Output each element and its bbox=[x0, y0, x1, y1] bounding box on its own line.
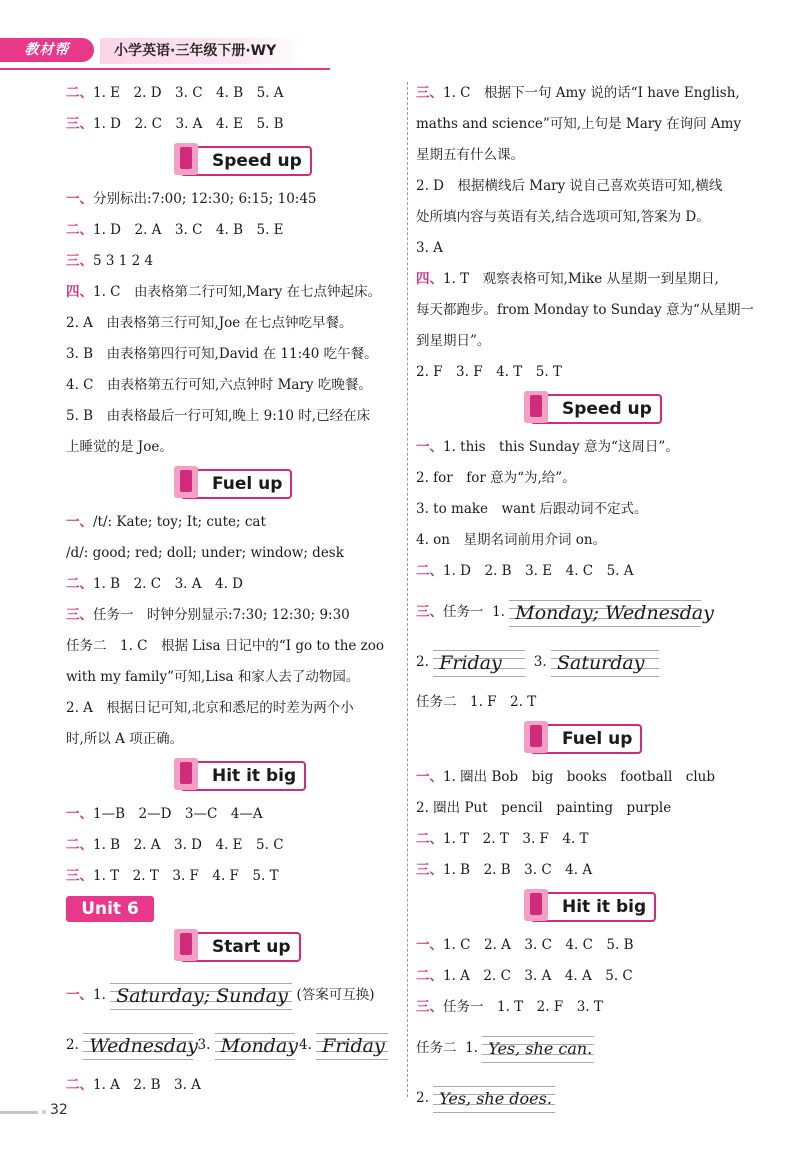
answer-line: 三、1. D 2. C 3. A 4. E 5. B bbox=[66, 116, 284, 132]
handwritten-answer: Yes, she can. bbox=[482, 1034, 594, 1064]
answer-line: 二、1. B 2. A 3. D 4. E 5. C bbox=[66, 837, 284, 853]
answer-line: 2. F 3. F 4. T 5. T bbox=[416, 364, 562, 380]
section-label: Hit it big bbox=[180, 761, 306, 791]
section-label: Fuel up bbox=[180, 469, 292, 499]
answer-line: 2. for for 意为“为,给”。 bbox=[416, 470, 576, 486]
answer-line: 四、1. C 由表格第二行可知,Mary 在七点钟起床。 bbox=[66, 284, 382, 300]
answer-line: 3. A bbox=[416, 240, 443, 256]
handwriting-line: 任务二 1. Yes, she can. bbox=[416, 1023, 752, 1073]
section-label: Hit it big bbox=[530, 892, 656, 922]
answer-line: 三、1. T 2. T 3. F 4. F 5. T bbox=[66, 868, 279, 884]
section-start-up bbox=[66, 926, 402, 970]
section-speed-up bbox=[416, 388, 752, 432]
section-fuel-up bbox=[66, 463, 402, 507]
unit-badge: Unit 6 bbox=[66, 896, 154, 922]
answer-line: 四、1. T 观察表格可知,Mike 从星期一到星期日, bbox=[416, 271, 719, 287]
book-icon bbox=[174, 758, 198, 790]
answer-line: 二、1. E 2. D 3. C 4. B 5. A bbox=[66, 85, 284, 101]
answer-line: 3. B 由表格第四行可知,David 在 11:40 吃午餐。 bbox=[66, 346, 378, 362]
answer-line: maths and science”可知,上句是 Mary 在询问 Amy bbox=[416, 116, 742, 132]
answer-line: 一、1. 圈出 Bob big books football club bbox=[416, 769, 715, 785]
handwriting-line: 2. Friday 3. Saturday bbox=[416, 637, 752, 687]
answer-line: 一、1—B 2—D 3—C 4—A bbox=[66, 806, 263, 822]
book-title: 小学英语·三年级下册·WY bbox=[100, 38, 302, 64]
column-divider bbox=[407, 82, 408, 1097]
handwritten-answer: Saturday bbox=[551, 648, 659, 678]
answer-line: /d/: good; red; doll; under; window; desk bbox=[66, 545, 344, 561]
book-icon bbox=[174, 466, 198, 498]
answer-line: 二、1. A 2. B 3. A bbox=[66, 1077, 201, 1093]
answer-line: 上睡觉的是 Joe。 bbox=[66, 439, 173, 455]
answer-line: 二、1. D 2. A 3. C 4. B 5. E bbox=[66, 222, 284, 238]
answer-line: 二、1. B 2. C 3. A 4. D bbox=[66, 576, 244, 592]
answer-line: 一、1. C 2. A 3. C 4. C 5. B bbox=[416, 937, 634, 953]
answer-line: 每天都跑步。from Monday to Sunday 意为“从星期一 bbox=[416, 302, 754, 318]
answer-line: 三、任务一 时钟分别显示:7:30; 12:30; 9:30 bbox=[66, 607, 350, 623]
answer-line: 任务二 1. F 2. T bbox=[416, 694, 537, 710]
book-icon bbox=[174, 143, 198, 175]
answer-line: 处所填内容与英语有关,结合选项可知,答案为 D。 bbox=[416, 209, 710, 225]
section-hit-it-big bbox=[66, 755, 402, 799]
brand-badge: 教材帮 bbox=[0, 38, 94, 62]
handwriting-line: 2. Wednesday 3. Monday 4. Friday bbox=[66, 1020, 402, 1070]
answer-line: 三、1. C 根据下一句 Amy 说的话“I have English, bbox=[416, 85, 740, 101]
answer-line: 任务二 1. C 根据 Lisa 日记中的“I go to the zoo bbox=[66, 638, 385, 654]
answer-line: 三、任务一 1. T 2. F 3. T bbox=[416, 999, 603, 1015]
answer-line: 4. C 由表格第五行可知,六点钟时 Mary 吃晚餐。 bbox=[66, 377, 372, 393]
answer-line: 3. to make want 后跟动词不定式。 bbox=[416, 501, 648, 517]
book-icon bbox=[524, 721, 548, 753]
section-speed-up bbox=[66, 140, 402, 184]
answer-line: 2. D 根据横线后 Mary 说自己喜欢英语可知,横线 bbox=[416, 178, 723, 194]
handwriting-line: 一、1. Saturday; Sunday (答案可互换) bbox=[66, 970, 402, 1020]
answer-line: 时,所以 A 项正确。 bbox=[66, 731, 184, 747]
answer-line: 二、1. T 2. T 3. F 4. T bbox=[416, 831, 589, 847]
right-column bbox=[416, 78, 752, 1123]
left-column bbox=[66, 78, 402, 1101]
handwritten-answer: Yes, she does. bbox=[433, 1084, 555, 1114]
answer-line: 三、5 3 1 2 4 bbox=[66, 253, 154, 269]
answer-line: 到星期日”。 bbox=[416, 333, 491, 349]
answer-line: 一、/t/: Kate; toy; It; cute; cat bbox=[66, 514, 266, 530]
answer-line: 星期五有什么课。 bbox=[416, 147, 524, 163]
section-label: Fuel up bbox=[530, 724, 642, 754]
answer-line: 2. 圈出 Put pencil painting purple bbox=[416, 800, 672, 816]
header-rule bbox=[0, 68, 330, 70]
page-header bbox=[0, 38, 800, 78]
section-label: Start up bbox=[180, 932, 301, 962]
answer-line: 二、1. D 2. B 3. E 4. C 5. A bbox=[416, 563, 634, 579]
page-number: 32 bbox=[50, 1102, 68, 1118]
answer-line: 2. A 由表格第三行可知,Joe 在七点钟吃早餐。 bbox=[66, 315, 353, 331]
unit-heading bbox=[66, 892, 402, 926]
book-icon bbox=[524, 391, 548, 423]
section-label: Speed up bbox=[180, 146, 312, 176]
section-label: Speed up bbox=[530, 394, 662, 424]
answer-line: 三、1. B 2. B 3. C 4. A bbox=[416, 862, 593, 878]
page-footer bbox=[0, 1100, 70, 1124]
section-hit-it-big bbox=[416, 886, 752, 930]
handwritten-answer: Monday; Wednesday bbox=[509, 598, 701, 628]
book-icon bbox=[524, 889, 548, 921]
handwritten-answer: Saturday; Sunday bbox=[110, 981, 292, 1011]
handwritten-answer: Friday bbox=[433, 648, 525, 678]
answer-line: 二、1. A 2. C 3. A 4. A 5. C bbox=[416, 968, 633, 984]
handwritten-answer: Monday bbox=[215, 1031, 295, 1061]
answer-line: 一、1. this this Sunday 意为“这周日”。 bbox=[416, 439, 679, 455]
answer-line: with my family”可知,Lisa 和家人去了动物园。 bbox=[66, 669, 360, 685]
answer-line: 一、分别标出:7:00; 12:30; 6:15; 10:45 bbox=[66, 191, 317, 207]
book-icon bbox=[174, 929, 198, 961]
footer-dot bbox=[42, 1110, 46, 1114]
handwritten-answer: Friday bbox=[316, 1031, 388, 1061]
handwritten-answer: Wednesday bbox=[83, 1031, 193, 1061]
handwriting-line: 三、任务一 1. Monday; Wednesday bbox=[416, 587, 752, 637]
answer-line: 5. B 由表格最后一行可知,晚上 9:10 时,已经在床 bbox=[66, 408, 371, 424]
handwriting-line: 2. Yes, she does. bbox=[416, 1073, 752, 1123]
answer-line: 2. A 根据日记可知,北京和悉尼的时差为两个小 bbox=[66, 700, 354, 716]
section-fuel-up bbox=[416, 718, 752, 762]
footer-rule bbox=[0, 1111, 38, 1114]
answer-line: 4. on 星期名词前用介词 on。 bbox=[416, 532, 607, 548]
